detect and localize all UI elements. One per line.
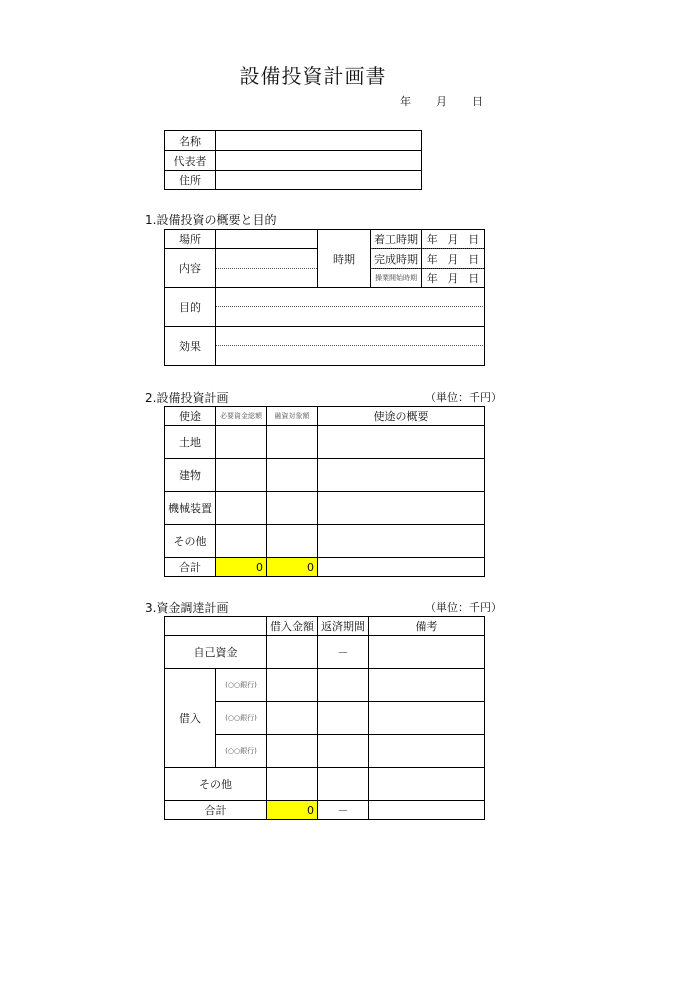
building-label: 建物 [165, 459, 216, 492]
own-funds-label: 自己資金 [165, 636, 267, 669]
funding-total-remarks-cell[interactable] [369, 801, 485, 820]
total-label: 合計 [165, 558, 216, 577]
applicant-table [164, 130, 422, 190]
bank3-amount-cell[interactable] [267, 735, 318, 768]
land-label: 土地 [165, 426, 216, 459]
purpose-field[interactable] [216, 288, 485, 327]
funding-total-dash: － [318, 801, 369, 820]
effect-guide-line [216, 345, 483, 346]
funding-other-label: その他 [165, 768, 267, 801]
content-guide-line [216, 268, 317, 269]
bank3-remarks-cell[interactable] [369, 735, 485, 768]
start-label: 着工時期 [371, 230, 422, 249]
funding-total-label: 合計 [165, 801, 267, 820]
land-required-cell[interactable] [216, 426, 267, 459]
borrow-label: 借入 [165, 669, 216, 768]
section3-heading: 3.資金調達計画 [145, 601, 229, 615]
bank1-period-cell[interactable] [318, 669, 369, 702]
section2-heading: 2.設備投資計画 [145, 391, 229, 405]
funding-other-period-cell[interactable] [318, 768, 369, 801]
machinery-loan-cell[interactable] [267, 492, 318, 525]
complete-day: 日 [464, 249, 485, 269]
start-month: 月 [443, 230, 464, 249]
loan-amount-header: 借入金額 [267, 617, 318, 636]
bank2-remarks-cell[interactable] [369, 702, 485, 735]
operation-label: 操業開始時期 [371, 269, 422, 288]
complete-month: 月 [443, 249, 464, 269]
bank2-period-cell[interactable] [318, 702, 369, 735]
machinery-required-cell[interactable] [216, 492, 267, 525]
date-day-label: 日 [472, 95, 483, 108]
own-funds-remarks-cell[interactable] [369, 636, 485, 669]
period-label: 時期 [318, 230, 371, 288]
bank3-period-cell[interactable] [318, 735, 369, 768]
funding-other-remarks-cell[interactable] [369, 768, 485, 801]
bank2-label: (○○銀行) [216, 702, 267, 735]
machinery-label: 機械装置 [165, 492, 216, 525]
land-loan-cell[interactable] [267, 426, 318, 459]
total-summary-cell[interactable] [318, 558, 485, 577]
start-guide-line [371, 248, 483, 249]
complete-guide-line [371, 268, 483, 269]
content-label: 内容 [165, 249, 216, 288]
machinery-summary-cell[interactable] [318, 492, 485, 525]
complete-label: 完成時期 [371, 249, 422, 269]
funding-total-amount-cell: 0 [267, 801, 318, 820]
bank1-amount-cell[interactable] [267, 669, 318, 702]
other-loan-cell[interactable] [267, 525, 318, 558]
section3-unit: （単位：千円） [425, 601, 502, 614]
total-required-cell: 0 [216, 558, 267, 577]
representative-field[interactable] [216, 151, 422, 171]
loan-target-header: 融資対象額 [267, 407, 318, 426]
operation-month: 月 [443, 269, 464, 288]
funding-corner [165, 617, 267, 636]
start-day: 日 [464, 230, 485, 249]
own-funds-dash: － [318, 636, 369, 669]
other-required-cell[interactable] [216, 525, 267, 558]
effect-field[interactable] [216, 327, 485, 366]
section2-unit: （単位：千円） [425, 391, 502, 404]
name-field[interactable] [216, 131, 422, 151]
bank1-remarks-cell[interactable] [369, 669, 485, 702]
investment-table [164, 406, 485, 577]
start-year: 年 [422, 230, 443, 249]
complete-year: 年 [422, 249, 443, 269]
date-month-label: 月 [436, 95, 447, 108]
bank2-amount-cell[interactable] [267, 702, 318, 735]
purpose-label: 目的 [165, 288, 216, 327]
place-field[interactable] [216, 230, 318, 249]
other-summary-cell[interactable] [318, 525, 485, 558]
land-summary-cell[interactable] [318, 426, 485, 459]
remarks-header: 備考 [369, 617, 485, 636]
effect-label: 効果 [165, 327, 216, 366]
funding-other-amount-cell[interactable] [267, 768, 318, 801]
operation-year: 年 [422, 269, 443, 288]
page-title: 設備投資計画書 [239, 64, 387, 88]
date-year-label: 年 [400, 95, 411, 108]
other-label: その他 [165, 525, 216, 558]
repayment-period-header: 返済期間 [318, 617, 369, 636]
bank1-label: (○○銀行) [216, 669, 267, 702]
name-label: 名称 [165, 131, 216, 151]
section1-heading: 1.設備投資の概要と目的 [145, 213, 277, 227]
funding-table [164, 616, 485, 820]
purpose-guide-line [216, 306, 483, 307]
total-loan-cell: 0 [267, 558, 318, 577]
own-funds-amount-cell[interactable] [267, 636, 318, 669]
building-loan-cell[interactable] [267, 459, 318, 492]
place-label: 場所 [165, 230, 216, 249]
representative-label: 代表者 [165, 151, 216, 171]
required-header: 必要資金総額 [216, 407, 267, 426]
operation-day: 日 [464, 269, 485, 288]
address-label: 住所 [165, 171, 216, 190]
address-field[interactable] [216, 171, 422, 190]
building-summary-cell[interactable] [318, 459, 485, 492]
use-header: 使途 [165, 407, 216, 426]
bank3-label: (○○銀行) [216, 735, 267, 768]
building-required-cell[interactable] [216, 459, 267, 492]
use-summary-header: 使途の概要 [318, 407, 485, 426]
